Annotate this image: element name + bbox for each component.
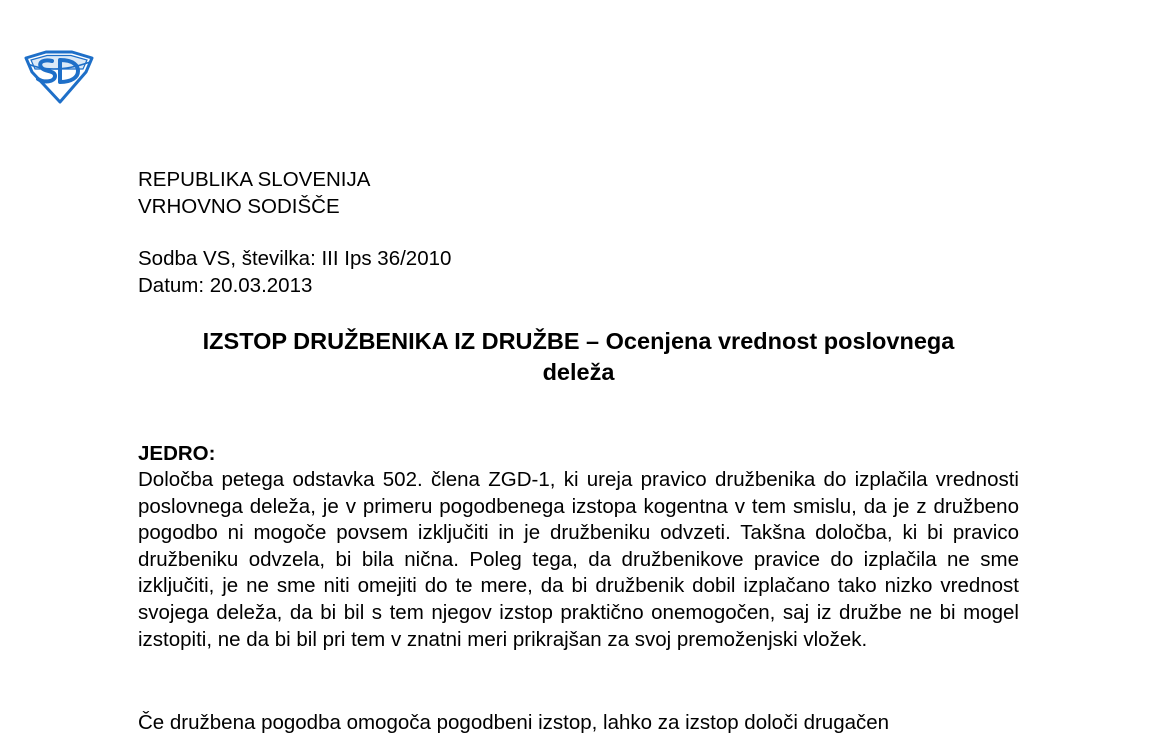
title-line-2: deleža bbox=[542, 359, 615, 385]
court-header bbox=[138, 166, 370, 220]
date-value: 20.03.2013 bbox=[209, 274, 313, 297]
header-country: REPUBLIKA SLOVENIJA bbox=[138, 168, 371, 191]
case-number-line bbox=[138, 245, 451, 272]
court-logo-icon bbox=[22, 48, 96, 104]
jedro-heading: JEDRO: bbox=[138, 442, 216, 465]
case-number-label: Sodba VS, številka: bbox=[138, 247, 316, 270]
document-title bbox=[138, 326, 1019, 388]
case-meta bbox=[138, 245, 451, 299]
jedro-paragraph-2: Če družbena pogodba omogoča pogodbeni izstop, lahko za izstop določi drugačen bbox=[138, 711, 890, 734]
date-line bbox=[138, 272, 451, 299]
header-court-name: VRHOVNO SODIŠČE bbox=[138, 195, 340, 218]
date-label: Datum: bbox=[138, 274, 205, 297]
case-number-value: III Ips 36/2010 bbox=[321, 247, 452, 270]
title-line-1: IZSTOP DRUŽBENIKA IZ DRUŽBE – Ocenjena vrednost poslovnega bbox=[202, 328, 955, 354]
jedro-paragraph-1: Določba petega odstavka 502. člena ZGD-1, ki ureja pravico družbenika do izplačila vrednosti poslovnega deleža, je v primeru pogodbenega izstopa kogentna v tem smislu, da je z družbeno pogodbo ni mogoče povsem izključiti in je družbeniku odvzeti. Takšna določba, ki bi pravico družbeniku odvzela, bi bila nična. Poleg tega, da družbenikove pravice do izplačila ne sme izključiti, je ne sme niti omejiti do te mere, da bi družbenik dobil izplačano tako nizko vrednost svojega deleža, da bi bil s tem njegov izstop praktično onemogočen, saj iz družbe ne bi mogel izstopiti, ne da bi bil pri tem v znatni meri prikrajšan za svoj premoženjski vložek. bbox=[138, 468, 1019, 651]
